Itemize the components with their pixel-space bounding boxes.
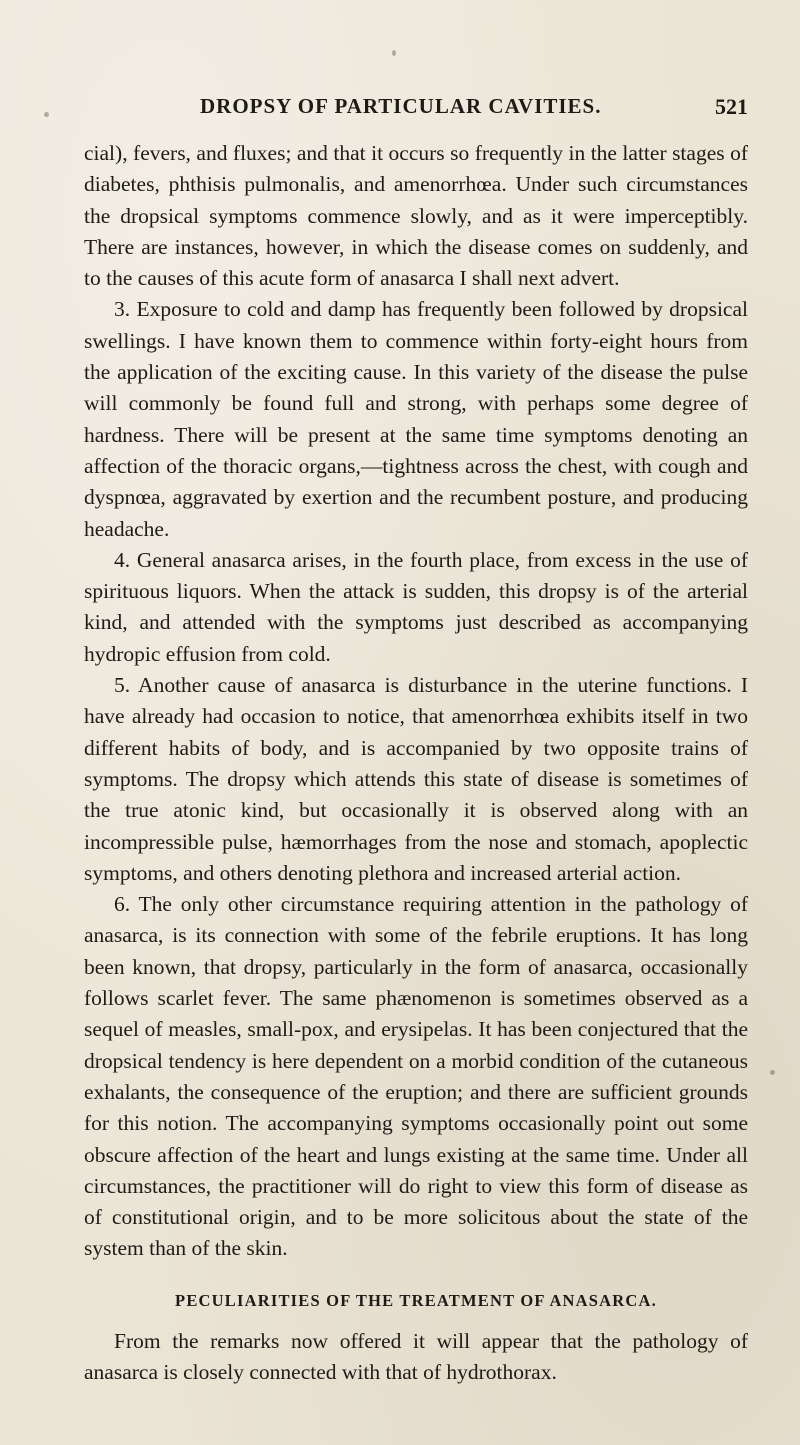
paragraph-5: 5. Another cause of anasarca is disturbance in the uterine functions. I have already had occasion to notice, that amenorrhœa exhibits itself in two different habits of body, and is accompanied by two opposite trains of symptoms. The dropsy which attends this state of disease is sometimes of the true atonic kind, but occasionally it is observed along with an incompressible pulse, hæmorrhages from the nose and stomach, apoplectic symptoms, and others denoting plethora and increased arterial action. bbox=[84, 673, 748, 885]
paragraph-3: 3. Exposure to cold and damp has frequently been followed by dropsical swellings. I have known them to commence within forty-eight hours from the application of the exciting cause. In this variety of the disease the pulse will commonly be found full and strong, with perhaps some degree of hardness. There will be present at the same time symptoms denoting an affection of the thoracic organs,—tightness across the chest, with cough and dyspnœa, aggravated by exertion and the recumbent posture, and producing headache. bbox=[84, 297, 748, 541]
paper-speck bbox=[770, 1070, 775, 1075]
section-heading: PECULIARITIES OF THE TREATMENT OF ANASARCA. bbox=[175, 1290, 657, 1310]
paragraph-continuation: cial), fevers, and fluxes; and that it occurs so frequently in the latter stages of diabetes, phthisis pulmonalis, and amenorrhœa. Under such circumstances the dropsical symptoms commence slowly, and as it were imperceptibly. There are instances, however, in which the disease comes on suddenly, and to the causes of this acute form of anasarca I shall next advert. bbox=[84, 141, 748, 291]
paper-speck bbox=[44, 112, 49, 117]
running-title: DROPSY OF PARTICULAR CAVITIES. bbox=[200, 94, 602, 118]
body-text bbox=[84, 138, 748, 1389]
page-number: 521 bbox=[715, 94, 748, 119]
paragraph-6: 6. The only other circumstance requiring attention in the pathology of anasarca, is its connection with some of the febrile eruptions. It has long been known, that dropsy, particularly in the form of anasarca, occasionally follows scarlet fever. The same phænomenon is sometimes observed as a sequel of measles, small-pox, and erysipelas. It has been conjectured that the dropsical tendency is here dependent on a morbid condition of the cutaneous exhalants, the consequence of the eruption; and there are sufficient grounds for this notion. The accompanying symptoms occasionally point out some obscure affection of the heart and lungs existing at the same time. Under all circumstances, the practitioner will do right to view this form of disease as of constitutional origin, and to be more solicitous about the state of the system than of the skin. bbox=[84, 892, 748, 1261]
paragraph-4: 4. General anasarca arises, in the fourth place, from excess in the use of spirituous liquors. When the attack is sudden, this dropsy is of the arterial kind, and attended with the symptoms just described as accompanying hydropic effusion from cold. bbox=[84, 547, 748, 666]
running-head bbox=[200, 94, 748, 124]
paper-speck bbox=[392, 50, 396, 56]
paragraph-closing: From the remarks now offered it will appear that the pathology of anasarca is closely connected with that of hydrothorax. bbox=[84, 1328, 748, 1385]
